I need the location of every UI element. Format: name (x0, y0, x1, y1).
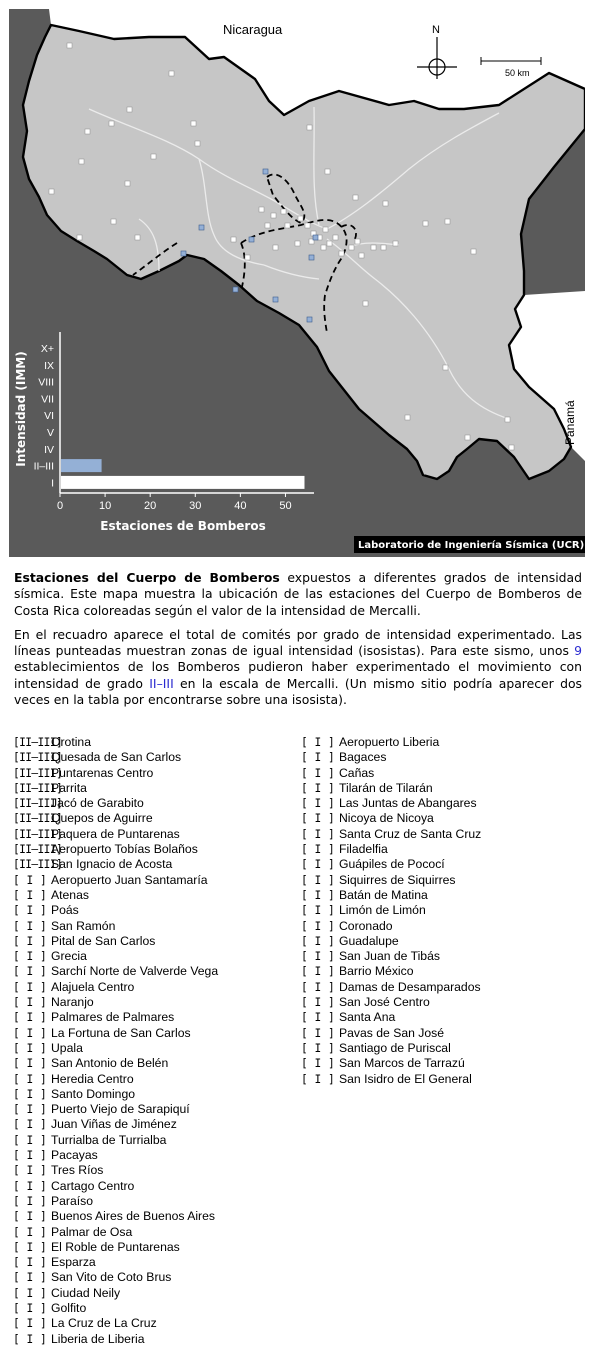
station-name: La Cruz de La Cruz (51, 1316, 157, 1331)
list-item (13, 1301, 218, 1316)
chart-y-label: Intensidad (IMM) (14, 351, 28, 467)
list-item (13, 796, 218, 811)
station-name: Paquera de Puntarenas (51, 826, 180, 841)
intensity-code: [ I ] (13, 1103, 47, 1117)
intensity-code: [ I ] (13, 1225, 47, 1239)
intensity-code: [ I ] (13, 1256, 47, 1270)
list-item (13, 1286, 218, 1301)
station-name: Limón de Limón (339, 903, 426, 918)
intensity-code: [ I ] (13, 919, 47, 933)
station-name: Upala (51, 1040, 83, 1055)
station-name: Alajuela Centro (51, 979, 135, 994)
chart-x-tick-label: 30 (189, 500, 202, 512)
station-name: Poás (51, 903, 79, 918)
intensity-code: [ I ] (13, 1026, 47, 1040)
chart-bar (61, 459, 102, 472)
list-item (13, 735, 218, 750)
intensity-code: [ I ] (13, 950, 47, 964)
station-name: Santo Domingo (51, 1086, 136, 1101)
intensity-code: [ I ] (13, 996, 47, 1010)
station-name: San Ignacio de Acosta (51, 857, 173, 872)
station-name: Buenos Aires de Buenos Aires (51, 1209, 215, 1224)
intensity-code: [ I ] (301, 1072, 335, 1086)
station-name: San Antonio de Belén (51, 1056, 169, 1071)
intensity-code: [ I ] (13, 1041, 47, 1055)
intensity-code: [ I ] (13, 873, 47, 887)
station-name: Paraíso (51, 1193, 94, 1208)
list-item (13, 1087, 218, 1102)
intensity-code: [ I ] (13, 1194, 47, 1208)
seismic-intensity-map (9, 9, 585, 557)
intensity-code: [ I ] (301, 843, 335, 857)
chart-category-label: IX (44, 359, 54, 372)
intensity-code: [ I ] (301, 996, 335, 1010)
station-name: Palmar de Osa (51, 1224, 133, 1239)
list-item (13, 842, 218, 857)
list-item (301, 1072, 481, 1087)
station-name: Ciudad Neily (51, 1285, 121, 1300)
station-name: Quesada de San Carlos (51, 750, 182, 765)
station-name: Heredia Centro (51, 1071, 134, 1086)
station-name: Cartago Centro (51, 1178, 135, 1193)
nicaragua-label: Nicaragua (223, 22, 283, 37)
list-item (13, 903, 218, 918)
list-item (301, 980, 481, 995)
intensity-code: [ I ] (13, 980, 47, 994)
list-item (301, 766, 481, 781)
intensity-code: [ I ] (13, 1240, 47, 1254)
list-item (13, 1041, 218, 1056)
intensity-code: [ I ] (301, 873, 335, 887)
list-item (13, 964, 218, 979)
station-name: Santiago de Puriscal (339, 1040, 451, 1055)
chart-x-tick-label: 20 (144, 500, 157, 512)
station-name: Bagaces (339, 750, 387, 765)
chart-x-tick-label: 0 (56, 500, 64, 512)
intensity-code: [ I ] (301, 1026, 335, 1040)
map-caption (14, 570, 582, 716)
station-name: Golfito (51, 1300, 87, 1315)
station-name: Palmares de Palmares (51, 1010, 175, 1025)
list-item (13, 1117, 218, 1132)
station-name: Filadelfia (339, 842, 388, 857)
chart-x-tick-label: 10 (98, 500, 112, 512)
chart-bar (61, 476, 304, 489)
intensity-code: [ I ] (301, 1041, 335, 1055)
chart-x-tick-label: 40 (234, 500, 247, 512)
station-name: Jacó de Garabito (51, 796, 144, 811)
list-item (13, 934, 218, 949)
chart-category-label: VI (44, 410, 54, 423)
caption-title: Estaciones del Cuerpo de Bomberos (14, 570, 280, 585)
intensity-code: [ I ] (13, 1133, 47, 1147)
intensity-code: [ I ] (13, 1317, 47, 1331)
list-item (301, 1041, 481, 1056)
list-item (13, 1056, 218, 1071)
credit-label: Laboratorio de Ingeniería Sísmica (UCR) (358, 540, 585, 551)
intensity-code: [ I ] (13, 888, 47, 902)
station-name: San Vito de Coto Brus (51, 1270, 172, 1285)
intensity-code: [ I ] (13, 965, 47, 979)
station-name: Batán de Matina (339, 887, 428, 902)
list-item (301, 842, 481, 857)
list-item (13, 1148, 218, 1163)
intensity-code: [ I ] (13, 1057, 47, 1071)
station-name: Orotina (51, 735, 91, 749)
station-name: Aeropuerto Tobías Bolaños (51, 842, 198, 857)
intensity-code: [ I ] (13, 934, 47, 948)
station-name: Puntarenas Centro (51, 765, 154, 780)
list-item (13, 750, 218, 765)
intensity-code: [ I ] (301, 980, 335, 994)
intensity-code: [II–III] (13, 751, 63, 765)
list-item (301, 934, 481, 949)
list-item (13, 1133, 218, 1148)
list-item (13, 857, 218, 872)
intensity-code: [ I ] (301, 812, 335, 826)
caption-text-2b: establecimientos de los Bomberos pudieron haber experimentado el movimiento con intensidad de grado (14, 659, 582, 691)
list-item (301, 995, 481, 1010)
list-item (13, 1163, 218, 1178)
intensity-code: [ I ] (301, 766, 335, 780)
list-item (13, 888, 218, 903)
list-item (301, 903, 481, 918)
caption-grade: II–III (149, 675, 174, 691)
list-item (301, 750, 481, 765)
station-name: Pavas de San José (339, 1025, 445, 1040)
list-item (13, 1010, 218, 1025)
chart-category-label: II–III (33, 460, 54, 473)
intensity-code: [ I ] (301, 950, 335, 964)
station-name: Guápiles de Pococí (339, 857, 445, 872)
chart-category-label: I (51, 477, 54, 490)
station-name: Aeropuerto Juan Santamaría (51, 872, 208, 887)
caption-paragraph-1 (14, 570, 582, 619)
list-item (301, 964, 481, 979)
intensity-code: [ I ] (301, 904, 335, 918)
station-name: San Juan de Tibás (339, 949, 440, 964)
chart-category-label: X+ (40, 343, 54, 355)
list-item (301, 873, 481, 888)
caption-text-1: expuestos a diferentes grados de intensidad sísmica. Este mapa muestra la ubicación de las estaciones del Cuerpo de Bomberos de Costa Rica coloreadas según el valor de la intensidad de Mercalli. (14, 570, 582, 618)
list-item (301, 857, 481, 872)
intensity-code: [II–III] (13, 827, 63, 841)
station-name: Liberia de Liberia (51, 1331, 145, 1346)
intensity-code: [ I ] (13, 1210, 47, 1224)
list-item (13, 949, 218, 964)
station-name: Atenas (51, 887, 89, 902)
station-name: Pacayas (51, 1148, 98, 1163)
list-item (301, 796, 481, 811)
list-item (13, 1209, 218, 1224)
intensity-code: [II–III] (13, 736, 63, 749)
intensity-code: [II–III] (13, 843, 63, 857)
list-item (13, 1316, 218, 1331)
intensity-code: [ I ] (301, 797, 335, 811)
list-item (301, 1010, 481, 1025)
station-name: La Fortuna de San Carlos (51, 1025, 191, 1040)
caption-text-2a: En el recuadro aparece el total de comités por grado de intensidad experimentado. Las líneas punteadas muestran zonas de igual intensidad (isosistas). Para este sismo, unos (14, 626, 582, 659)
list-item (301, 811, 481, 826)
intensity-code: [ I ] (301, 736, 335, 749)
intensity-code: [ I ] (301, 781, 335, 795)
list-item (13, 781, 218, 796)
list-item (13, 1026, 218, 1041)
station-name: Parrita (51, 780, 87, 795)
intensity-code: [ I ] (301, 919, 335, 933)
intensity-code: [ I ] (13, 1271, 47, 1285)
list-item (301, 949, 481, 964)
station-name: Las Juntas de Abangares (339, 796, 477, 811)
station-name: Santa Ana (339, 1010, 396, 1025)
intensity-code: [ I ] (301, 1057, 335, 1071)
intensity-code: [ I ] (301, 888, 335, 902)
station-name: Quepos de Aguirre (51, 811, 153, 826)
chart-category-label: V (46, 427, 54, 439)
intensity-code: [II–III] (13, 858, 63, 872)
intensity-code: [ I ] (301, 1011, 335, 1025)
list-item (301, 888, 481, 903)
station-name: Sarchí Norte de Valverde Vega (51, 964, 219, 979)
station-name: Guadalupe (339, 933, 399, 948)
intensity-code: [II–III] (13, 812, 63, 826)
intensity-code: [ I ] (13, 1072, 47, 1086)
intensity-code: [ I ] (301, 827, 335, 841)
station-name: Esparza (51, 1255, 96, 1270)
list-item (13, 1072, 218, 1087)
chart-category-label: VIII (38, 376, 54, 389)
list-item (301, 781, 481, 796)
list-item (13, 1102, 218, 1117)
list-item (13, 1240, 218, 1255)
intensity-code: [ I ] (13, 1286, 47, 1300)
list-item (13, 766, 218, 781)
list-item (13, 827, 218, 842)
intensity-code: [II–III] (13, 797, 63, 811)
station-name: Pital de San Carlos (51, 933, 156, 948)
intensity-code: [II–III] (13, 766, 63, 780)
station-name: Nicoya de Nicoya (339, 811, 434, 826)
list-item (301, 827, 481, 842)
chart-category-label: IV (44, 443, 54, 456)
station-name: Turrialba de Turrialba (51, 1132, 167, 1147)
north-label: N (432, 24, 440, 36)
intensity-code: [ I ] (13, 1332, 47, 1346)
panama-label: Panamá (563, 400, 577, 445)
intensity-code: [ I ] (13, 1149, 47, 1163)
list-item (13, 1332, 218, 1347)
list-item (13, 811, 218, 826)
station-name: Santa Cruz de Santa Cruz (339, 826, 482, 841)
intensity-code: [ I ] (13, 1011, 47, 1025)
station-name: Puerto Viejo de Sarapiquí (51, 1102, 190, 1117)
caption-paragraph-2 (14, 627, 582, 708)
list-item (301, 919, 481, 934)
station-name: Coronado (339, 918, 393, 933)
station-name: San Marcos de Tarrazú (339, 1056, 465, 1071)
station-name: Cañas (339, 765, 375, 780)
station-name: El Roble de Puntarenas (51, 1239, 180, 1254)
intensity-code: [ I ] (13, 1087, 47, 1101)
station-name: Siquirres de Siquirres (339, 872, 456, 887)
list-item (13, 980, 218, 995)
station-name: Tilarán de Tilarán (339, 780, 433, 795)
intensity-code: [ I ] (13, 904, 47, 918)
intensity-code: [ I ] (13, 1301, 47, 1315)
intensity-code: [ I ] (301, 934, 335, 948)
list-item (13, 919, 218, 934)
caption-text-2c: en la escala de Mercalli. (Un mismo sitio podría aparecer dos veces en la tabla por encontrarse sobre una isosista). (14, 675, 582, 708)
station-name: Tres Ríos (51, 1163, 104, 1178)
list-item (301, 1026, 481, 1041)
station-name: Naranjo (51, 995, 94, 1010)
list-item (13, 873, 218, 888)
chart-x-tick-label: 50 (279, 500, 292, 512)
intensity-code: [II–III] (13, 781, 63, 795)
station-list-column-2 (301, 735, 481, 1087)
station-name: Barrio México (339, 964, 414, 979)
list-item (13, 995, 218, 1010)
list-item (301, 735, 481, 750)
chart-category-label: VII (41, 393, 54, 406)
station-name: Juan Viñas de Jiménez (51, 1117, 177, 1132)
scale-label: 50 km (505, 68, 530, 78)
list-item (13, 1179, 218, 1194)
list-item (13, 1225, 218, 1240)
list-item (13, 1194, 218, 1209)
intensity-code: [ I ] (13, 1164, 47, 1178)
station-name: San José Centro (339, 995, 430, 1010)
caption-count: 9 (574, 643, 582, 659)
intensity-code: [ I ] (301, 858, 335, 872)
intensity-code: [ I ] (301, 965, 335, 979)
station-name: Grecia (51, 949, 87, 964)
station-name: San Ramón (51, 918, 116, 933)
intensity-code: [ I ] (301, 751, 335, 765)
station-name: Aeropuerto Liberia (339, 735, 440, 749)
list-item (301, 1056, 481, 1071)
station-name: Damas de Desamparados (339, 979, 481, 994)
list-item (13, 1270, 218, 1285)
intensity-code: [ I ] (13, 1118, 47, 1132)
station-list-column-1 (13, 735, 218, 1347)
chart-x-label: Estaciones de Bomberos (100, 519, 266, 533)
intensity-code: [ I ] (13, 1179, 47, 1193)
station-name: San Isidro de El General (339, 1071, 472, 1086)
list-item (13, 1255, 218, 1270)
